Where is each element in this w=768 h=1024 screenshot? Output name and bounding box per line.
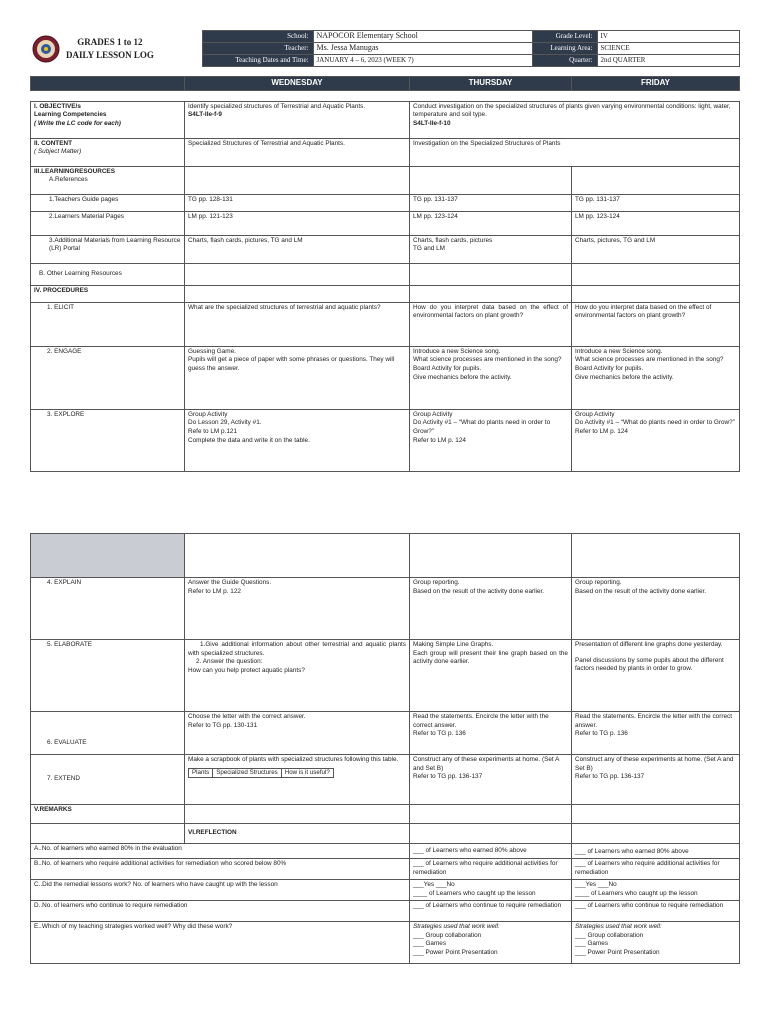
engage-fri-line3: Board Activity for pupils. — [575, 365, 644, 373]
strategies-fri-3: ___ Power Point Presentation — [575, 948, 660, 956]
extend-wed: Make a scrapbook of plants with specialized structures following this table. — [188, 756, 399, 763]
elaborate-fri-line1: Presentation of different line graphs done yesterday. — [575, 641, 723, 648]
objective-wed-code: S4LT-IIe-f-9 — [188, 111, 222, 119]
strategies-thu-2: ___ Games — [413, 940, 447, 948]
evaluate-wed-line2: Refer to TG pp. 130-131 — [188, 721, 258, 729]
explain-fri-line2: Based on the result of the activity done earlier. — [575, 587, 707, 595]
lm-wed: LM pp. 121-123 — [185, 211, 410, 235]
deped-seal-icon — [32, 35, 60, 63]
question-c-thu-line2: ____ of Learners who caught up the lesson — [413, 889, 536, 897]
day-header-blank — [31, 77, 185, 91]
strategies-fri-1: ___ Group collaboration — [575, 931, 644, 939]
lm-label: 2.Learners Material Pages — [31, 211, 185, 235]
elicit-row — [31, 302, 740, 346]
explore-row — [31, 409, 740, 471]
question-b-fri: ___ of Learners who require additional activities for remediation — [572, 859, 740, 880]
question-d-row — [31, 901, 740, 922]
lc-code-note: ( Write the LC code for each) — [34, 120, 121, 128]
question-b-row — [31, 859, 740, 880]
objective-thu: Conduct investigation on the specialized structures of plants given varying environmental conditions: light, water, temperature and soil type. — [413, 102, 731, 119]
explore-thu-line2: Do Activity #1 – “What do plants need in order to Grow?” — [413, 419, 551, 436]
scrapbook-table — [188, 768, 334, 778]
question-a-row — [31, 844, 740, 859]
objective-row — [31, 101, 740, 138]
question-d-thu: ___ of Learners who continue to require remediation — [410, 901, 572, 922]
question-d-fri: ___ of Learners who continue to require remediation — [572, 901, 740, 922]
teacher-label: Teacher: — [202, 43, 313, 55]
explain-label: 4. EXPLAIN — [31, 578, 185, 640]
explain-fri-line1: Group reporting. — [575, 579, 622, 586]
explore-fri-line2: Do Activity #1 – “What do plants need in order to Grow?” — [575, 419, 735, 427]
lm-thu: LM pp. 123-124 — [410, 211, 572, 235]
scrapbook-col-useful: How is it useful? — [281, 768, 333, 777]
explore-wed-line2: Do Lesson 29, Activity #1. — [188, 419, 262, 427]
question-c-fri-line1: ___Yes ___No — [575, 881, 617, 888]
explore-wed-line1: Group Activity — [188, 410, 228, 418]
remarks-label: V.REMARKS — [31, 805, 185, 824]
quarter-value: 2nd QUARTER — [597, 55, 739, 67]
question-c-row — [31, 880, 740, 901]
engage-fri-line4: Give mechanics before the activity. — [575, 373, 674, 381]
question-a-thu: ___ of Learners who earned 80% above — [410, 844, 572, 859]
explain-row — [31, 578, 740, 640]
explore-wed-line4: Complete the data and write it on the table. — [188, 436, 310, 444]
explore-fri-line1: Group Activity — [575, 410, 615, 418]
explain-wed-line1: Answer the Guide Questions. — [188, 579, 272, 586]
elicit-fri: How do you interpret data based on the effect of environmental factors on plant growth? — [572, 302, 740, 346]
strategies-thu-1: ___ Group collaboration — [413, 931, 482, 939]
elaborate-wed-line3: How can you help protect aquatic plants? — [188, 666, 305, 674]
question-b: B..No. of learners who require additional activities for remediation who scored below 80% — [31, 859, 410, 880]
objective-thu-code: S4LT-IIe-f-10 — [413, 120, 451, 128]
content-label: II. CONTENT — [34, 139, 72, 147]
explore-thu-line3: Refer to LM p. 124 — [413, 436, 466, 444]
explore-wed-line3: Refe to LM p.121 — [188, 428, 238, 436]
procedures-label: IV. PROCEDURES — [31, 285, 185, 302]
question-c-thu-line1: ___Yes ___No — [413, 881, 455, 888]
engage-row — [31, 346, 740, 409]
evaluate-fri-line1: Read the statements. Encircle the letter with the correct answer. — [575, 713, 732, 729]
day-wednesday: WEDNESDAY — [185, 77, 410, 91]
resources-label: III.LEARNINGRESOURCES — [34, 167, 115, 175]
evaluate-fri-line2: Refer to TG p. 136 — [575, 730, 628, 738]
extend-row — [31, 755, 740, 805]
continuation-row — [31, 534, 740, 578]
question-b-thu: ___ of Learners who require additional activities for remediation — [410, 859, 572, 880]
header-table — [30, 30, 740, 67]
engage-wed-line2: Pupils will get a piece of paper with some phrases or questions. They will guess the answer. — [188, 356, 395, 373]
reflection-row — [31, 824, 740, 844]
additional-materials-row — [31, 235, 740, 263]
area-label: Learning Area: — [532, 43, 597, 55]
title-line1: GRADES 1 to 12 — [77, 37, 143, 48]
question-e: E..Which of my teaching strategies worked well? Why did these work? — [31, 922, 410, 964]
lesson-table-page2 — [30, 533, 740, 964]
engage-wed-line1: Guessing Game. — [188, 347, 236, 355]
school-label: School: — [202, 31, 313, 43]
grade-value: IV — [597, 31, 739, 43]
day-thursday: THURSDAY — [410, 77, 572, 91]
additional-thu-line1: Charts, flash cards, pictures — [413, 236, 493, 244]
question-c: C..Did the remedial lessons work? No. of learners who have caught up with the lesson — [31, 880, 410, 901]
question-a: A..No. of learners who earned 80% in the evaluation — [31, 844, 410, 859]
title-line2: DAILY LESSON LOG — [66, 49, 154, 60]
dates-value: JANUARY 4 – 6, 2023 (WEEK 7) — [313, 55, 532, 67]
content-wed: Specialized Structures of Terrestrial and Aquatic Plants. — [185, 138, 410, 166]
question-d: D..No. of learners who continue to require remediation — [31, 901, 410, 922]
explain-thu-line2: Based on the result of the activity done earlier. — [413, 587, 545, 595]
subject-matter-label: ( Subject Matter) — [34, 148, 82, 156]
quarter-label: Quarter: — [532, 55, 597, 67]
question-a-fri: ___ of Learners who earned 80% above — [572, 844, 740, 859]
strategies-thu-head: Strategies used that work well: — [413, 923, 500, 930]
tg-fri: TG pp. 131-137 — [572, 194, 740, 211]
question-e-row — [31, 922, 740, 964]
strategies-fri-2: ___ Games — [575, 940, 609, 948]
procedures-row — [31, 285, 740, 302]
evaluate-row — [31, 712, 740, 755]
explore-fri-line3: Refer to LM p. 124 — [575, 428, 628, 436]
engage-thu-line2: What science processes are mentioned in the song? — [413, 356, 562, 364]
scrapbook-col-structures: Specialized Structures — [213, 768, 282, 777]
tg-row — [31, 194, 740, 211]
extend-fri-line1: Construct any of these experiments at home. (Set A and Set B) — [575, 756, 734, 772]
elaborate-thu-line1: Making Simple Line Graphs. — [413, 641, 494, 648]
tg-wed: TG pp. 128-131 — [185, 194, 410, 211]
question-c-fri-line2: ____ of Learners who caught up the lesson — [575, 889, 698, 897]
resources-row — [31, 166, 740, 194]
extend-thu-line1: Construct any of these experiments at home. (Set A and Set B) — [413, 756, 559, 772]
elicit-thu: How do you interpret data based on the effect of environmental factors on plant growth? — [410, 302, 572, 346]
evaluate-wed-line1: Choose the letter with the correct answer. — [188, 713, 306, 720]
extend-label: 7. EXTEND — [31, 755, 185, 805]
additional-fri: Charts, pictures, TG and LM — [572, 235, 740, 263]
day-header-row — [31, 77, 740, 91]
extend-thu-line2: Refer to TG pp. 136-137 — [413, 773, 483, 781]
elaborate-wed-line2: 2. Answer the question: — [196, 658, 263, 666]
grade-label: Grade Level: — [532, 31, 597, 43]
elaborate-thu-line2: Each group will present their line graph based on the activity done earlier. — [413, 649, 568, 666]
elaborate-fri-line2: Panel discussions by some pupils about the different factors needed by plants in order to grow. — [575, 656, 724, 673]
engage-thu-line3: Board Activity for pupils. — [413, 365, 482, 373]
remarks-row — [31, 805, 740, 824]
header-brand — [30, 31, 202, 67]
additional-wed: Charts, flash cards, pictures, TG and LM — [185, 235, 410, 263]
other-resources-row — [31, 263, 740, 285]
scrapbook-col-plants: Plants — [189, 768, 213, 777]
evaluate-thu-line1: Read the statements. Encircle the letter with the correct answer. — [413, 713, 549, 729]
elicit-wed: What are the specialized structures of terrestrial and aquatic plants? — [185, 302, 410, 346]
area-value: SCIENCE — [597, 43, 739, 55]
explain-wed-line2: Refer to LM p. 122 — [188, 587, 241, 595]
references-label: A.References — [49, 176, 88, 184]
elaborate-label: 5. ELABORATE — [31, 640, 185, 712]
day-friday: FRIDAY — [572, 77, 740, 91]
additional-materials-label: 3.Additional Materials from Learning Resource (LR) Portal — [31, 235, 185, 263]
lesson-table-page1 — [30, 76, 740, 472]
objective-wed: Identify specialized structures of Terrestrial and Aquatic Plants. — [188, 102, 366, 110]
competencies-label: Learning Competencies — [34, 111, 107, 119]
engage-fri-line1: Introduce a new Science song. — [575, 347, 663, 355]
elicit-label: 1. ELICIT — [31, 302, 185, 346]
content-thu: Investigation on the Specialized Structures of Plants — [410, 138, 740, 166]
content-row — [31, 138, 740, 166]
explore-label: 3. EXPLORE — [31, 409, 185, 471]
evaluate-thu-line2: Refer to TG p. 136 — [413, 730, 466, 738]
extend-fri-line2: Refer to TG pp. 136-137 — [575, 773, 645, 781]
engage-fri-line2: What science processes are mentioned in the song? — [575, 356, 724, 364]
lm-fri: LM pp. 123-124 — [572, 211, 740, 235]
tg-label: 1.Teachers Guide pages — [31, 194, 185, 211]
strategies-fri-head: Strategies used that work well: — [575, 923, 662, 930]
teacher-value: Ms. Jessa Manugas — [313, 43, 532, 55]
elaborate-row — [31, 640, 740, 712]
lm-row — [31, 211, 740, 235]
explain-thu-line1: Group reporting. — [413, 579, 460, 586]
additional-thu-line2: TG and LM — [413, 245, 445, 253]
reflection-label: VI.REFLECTION — [185, 824, 410, 844]
engage-label: 2. ENGAGE — [31, 346, 185, 409]
engage-thu-line4: Give mechanics before the activity. — [413, 373, 512, 381]
engage-thu-line1: Introduce a new Science song. — [413, 347, 501, 355]
strategies-thu-3: ___ Power Point Presentation — [413, 948, 498, 956]
tg-thu: TG pp. 131-137 — [410, 194, 572, 211]
explore-thu-line1: Group Activity — [413, 410, 453, 418]
objective-label: I. OBJECTIVE/s — [34, 102, 81, 110]
school-value: NAPOCOR Elementary School — [313, 31, 532, 43]
evaluate-label: 6. EVALUATE — [31, 712, 185, 755]
other-resources-label: B. Other Learning Resources — [31, 263, 185, 285]
dates-label: Teaching Dates and Time: — [202, 55, 313, 67]
elaborate-wed-line1: 1.Give additional information about other terrestrial and aquatic plants with specialized structures. — [188, 641, 406, 657]
